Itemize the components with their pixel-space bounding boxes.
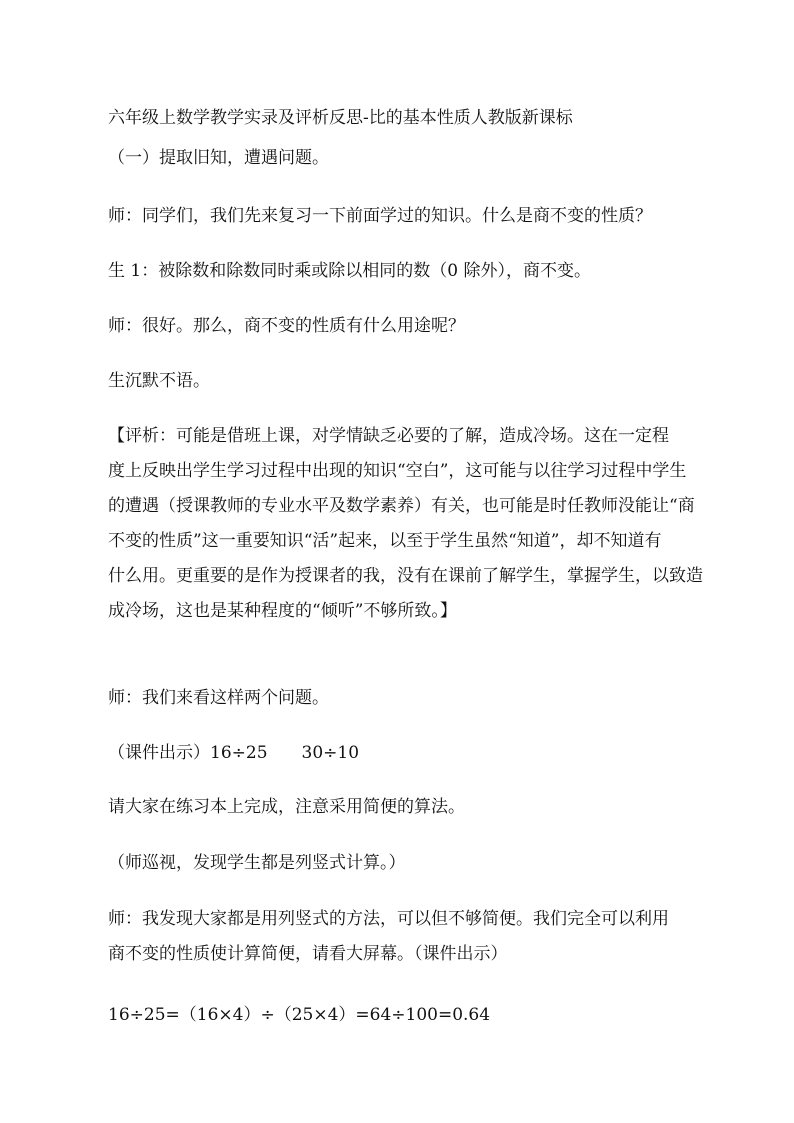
commentary-line: 度上反映出学生学习过程中出现的知识“空白”，这可能与以往学习过程中学生 [108,461,687,481]
paragraph-teacher-followup: 师：很好。那么，商不变的性质有什么用途呢？ [108,316,465,336]
commentary-block [108,419,703,629]
commentary-line: 什么用。更重要的是作为授课者的我，没有在课前了解学生，掌握学生，以致造 [108,566,703,586]
document-title: 六年级上数学教学实录及评析反思-比的基本性质人教版新课标 [108,108,573,128]
formula-line: 16÷25=（16×4）÷（25×4）=64÷100=0.64 [108,1005,491,1025]
teacher-found-line: 师：我发现大家都是用列竖式的方法，可以但不够简便。我们完全可以利用 [108,909,669,929]
teacher-found-line: 商不变的性质使计算简便，请看大屏幕。（课件出示） [108,944,508,964]
commentary-line: 的遭遇（授课教师的专业水平及数学素养）有关，也可能是时任教师没能让“商 [108,496,695,516]
paragraph-teacher-question: 师：同学们，我们先来复习一下前面学过的知识。什么是商不变的性质？ [108,206,652,226]
commentary-line: 成冷场，这也是某种程度的“倾听”不够所致。】 [108,601,457,621]
paragraph-teacher-look: 师：我们来看这样两个问题。 [108,688,329,708]
paragraph-please-complete: 请大家在练习本上完成，注意采用简便的算法。 [108,797,465,817]
teacher-found-block [108,902,690,972]
paragraph-student-answer: 生 1：被除数和除数同时乘或除以相同的数（0 除外），商不变。 [108,261,591,281]
commentary-line: 【评析：可能是借班上课，对学情缺乏必要的了解，造成冷场。这在一定程 [108,426,669,446]
commentary-line: 不变的性质”这一重要知识“活”起来，以至于学生虽然“知道”，却不知道有 [108,531,662,551]
paragraph-observation: （师巡视，发现学生都是列竖式计算。） [108,853,406,873]
courseware-display-1: （课件出示）16÷25 30÷10 [108,743,360,763]
section-heading: （一）提取旧知，遭遇问题。 [108,148,329,168]
paragraph-student-silent: 生沉默不语。 [108,371,210,391]
